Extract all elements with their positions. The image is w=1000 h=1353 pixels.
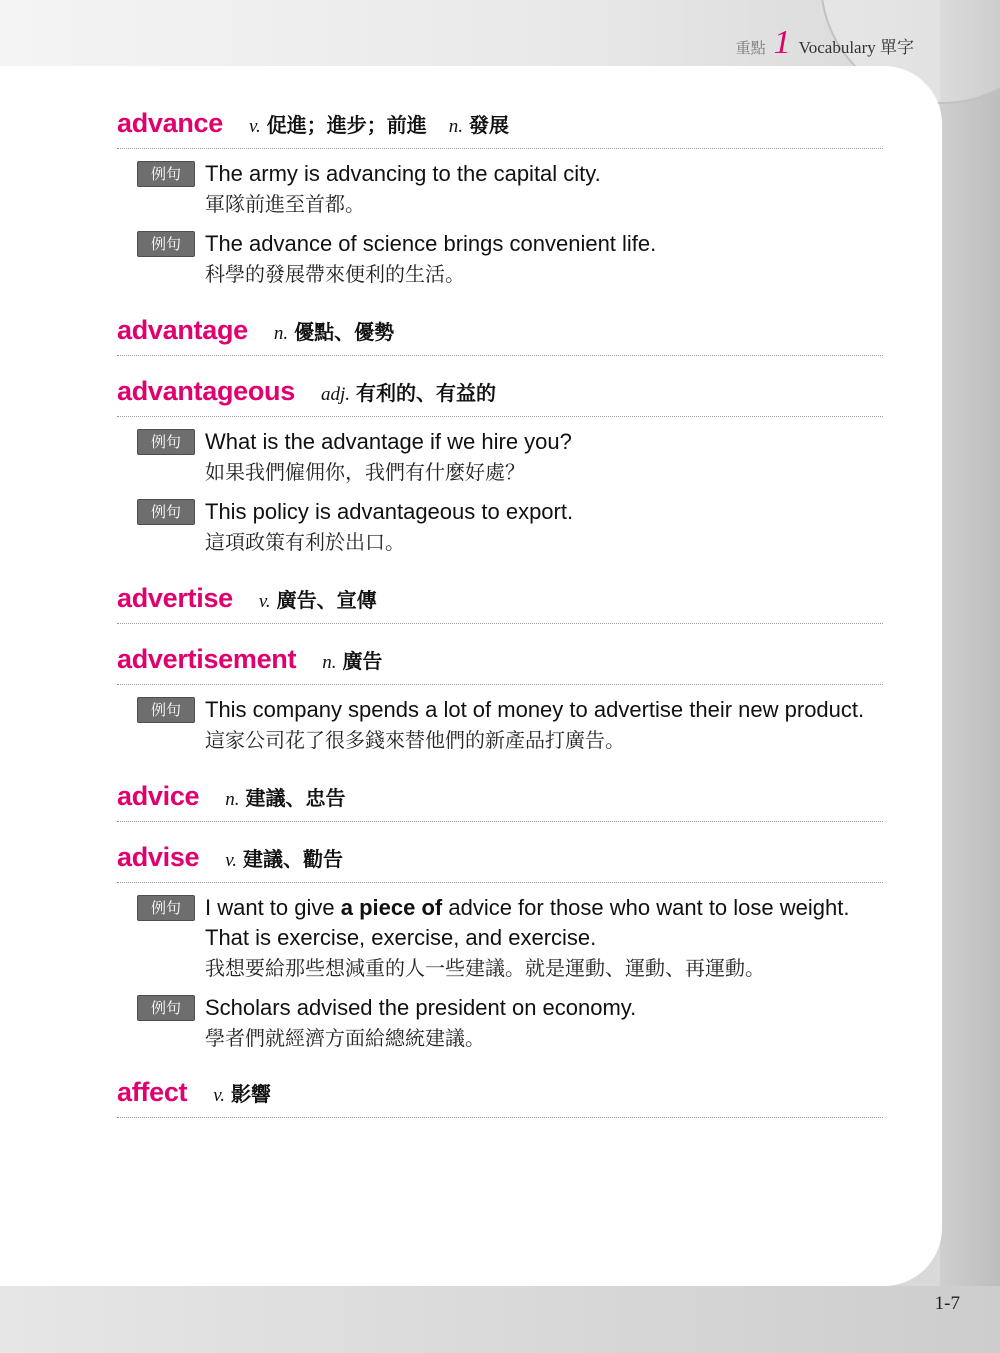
headword: advice <box>117 781 200 811</box>
sense <box>225 782 345 811</box>
part-of-speech: v. <box>213 1085 226 1106</box>
header-label: 重點 <box>735 39 766 57</box>
vocab-entry <box>117 583 883 624</box>
example-sentence <box>137 695 883 755</box>
example-body <box>205 993 883 1053</box>
example-chinese: 學者們就經濟方面給總統建議。 <box>205 1026 485 1050</box>
example-english: What is the advantage if we hire you? <box>205 429 572 454</box>
part-of-speech: n. <box>448 116 463 137</box>
example-english: The army is advancing to the capital city. <box>205 161 601 186</box>
headword: affect <box>117 1077 188 1107</box>
example-body <box>205 695 883 755</box>
headword: advise <box>117 842 200 872</box>
sense <box>274 316 394 345</box>
example-english-part: I want to give <box>205 895 341 920</box>
meaning: 優點、優勢 <box>294 320 395 344</box>
meaning: 廣告、宣傳 <box>276 588 377 612</box>
example-chinese: 這家公司花了很多錢來替他們的新產品打廣告。 <box>205 728 625 752</box>
entry-headword-row <box>117 1077 883 1118</box>
definition <box>259 584 377 613</box>
example-sentence <box>137 893 883 983</box>
example-body <box>205 497 883 557</box>
entry-headword-row <box>117 644 883 685</box>
vocab-entry <box>117 376 883 557</box>
definition <box>249 109 509 138</box>
page-bottom-band <box>0 1286 1000 1353</box>
part-of-speech: v. <box>248 116 261 137</box>
example-tag-badge: 例句 <box>137 697 195 723</box>
meaning: 促進；進步；前進 <box>266 113 427 137</box>
example-english: This company spends a lot of money to advertise their new product. <box>205 697 865 722</box>
meaning: 廣告 <box>342 649 383 673</box>
example-english: This policy is advantageous to export. <box>205 499 574 524</box>
header-title: Vocabulary 單字 <box>798 38 914 57</box>
definition <box>225 782 345 811</box>
example-sentence <box>137 159 883 219</box>
example-sentence <box>137 497 883 557</box>
entry-headword-row <box>117 781 883 822</box>
part-of-speech: n. <box>273 323 289 344</box>
vocab-entry <box>117 315 883 356</box>
meaning: 有利的、有益的 <box>355 381 496 405</box>
example-tag-badge: 例句 <box>137 895 195 921</box>
example-english-part: advice for those who want to lose weight. That is exercise, exercise, and exercise. <box>205 895 850 950</box>
page-edge-band <box>940 0 1000 1353</box>
vocab-entry <box>117 781 883 822</box>
entry-headword-row <box>117 583 883 624</box>
example-english: The advance of science brings convenient life. <box>205 231 657 256</box>
example-english <box>205 893 883 953</box>
definition <box>322 645 382 674</box>
definition <box>225 843 343 872</box>
example-chinese: 如果我們僱佣你，我們有什麼好處？ <box>205 460 525 484</box>
page-number: 1-7 <box>934 1293 960 1314</box>
vocab-entry <box>117 1077 883 1118</box>
header-chapter-number: 1 <box>773 24 791 61</box>
example-sentence <box>137 229 883 289</box>
headword: advantageous <box>117 376 295 406</box>
sense <box>225 843 343 872</box>
example-sentence <box>137 993 883 1053</box>
example-tag-badge: 例句 <box>137 499 195 525</box>
example-tag-badge: 例句 <box>137 161 195 187</box>
example-tag-badge: 例句 <box>137 995 195 1021</box>
sense <box>259 584 377 613</box>
headword: advertise <box>117 583 233 613</box>
sense <box>249 109 427 138</box>
meaning: 建議、忠告 <box>245 786 346 810</box>
sense <box>322 645 382 674</box>
example-english-bold-phrase: a piece of <box>340 895 443 920</box>
example-sentence <box>137 427 883 487</box>
meaning: 影響 <box>231 1082 272 1106</box>
headword: advance <box>117 108 223 138</box>
part-of-speech: v. <box>225 850 238 871</box>
headword: advantage <box>117 315 248 345</box>
example-chinese: 軍隊前進至首都。 <box>205 192 365 216</box>
example-chinese: 科學的發展帶來便利的生活。 <box>205 262 465 286</box>
entry-headword-row <box>117 108 883 149</box>
definition <box>321 377 496 406</box>
example-tag-badge: 例句 <box>137 429 195 455</box>
part-of-speech: v. <box>258 591 271 612</box>
entry-headword-row <box>117 842 883 883</box>
definition <box>274 316 394 345</box>
example-body <box>205 427 883 487</box>
example-tag-badge: 例句 <box>137 231 195 257</box>
meaning: 建議、勸告 <box>243 847 344 871</box>
example-body <box>205 159 883 219</box>
headword: advertisement <box>117 644 297 674</box>
vocab-entry <box>117 108 883 289</box>
vocabulary-list <box>117 108 883 1118</box>
example-body <box>205 229 883 289</box>
entry-headword-row <box>117 376 883 417</box>
part-of-speech: n. <box>322 652 337 673</box>
sense <box>321 377 496 406</box>
sense <box>213 1078 271 1107</box>
vocab-entry <box>117 644 883 755</box>
example-body <box>205 893 883 983</box>
entry-headword-row <box>117 315 883 356</box>
part-of-speech: adj. <box>320 384 350 405</box>
definition <box>213 1078 271 1107</box>
example-chinese: 我想要給那些想減重的人一些建議。就是運動、運動、再運動。 <box>205 956 765 980</box>
meaning: 發展 <box>469 113 509 137</box>
part-of-speech: n. <box>225 789 240 810</box>
sense <box>449 109 509 138</box>
example-english: Scholars advised the president on economy. <box>205 995 637 1020</box>
vocab-entry <box>117 842 883 1053</box>
running-header <box>736 26 914 60</box>
example-chinese: 這項政策有利於出口。 <box>205 530 405 554</box>
